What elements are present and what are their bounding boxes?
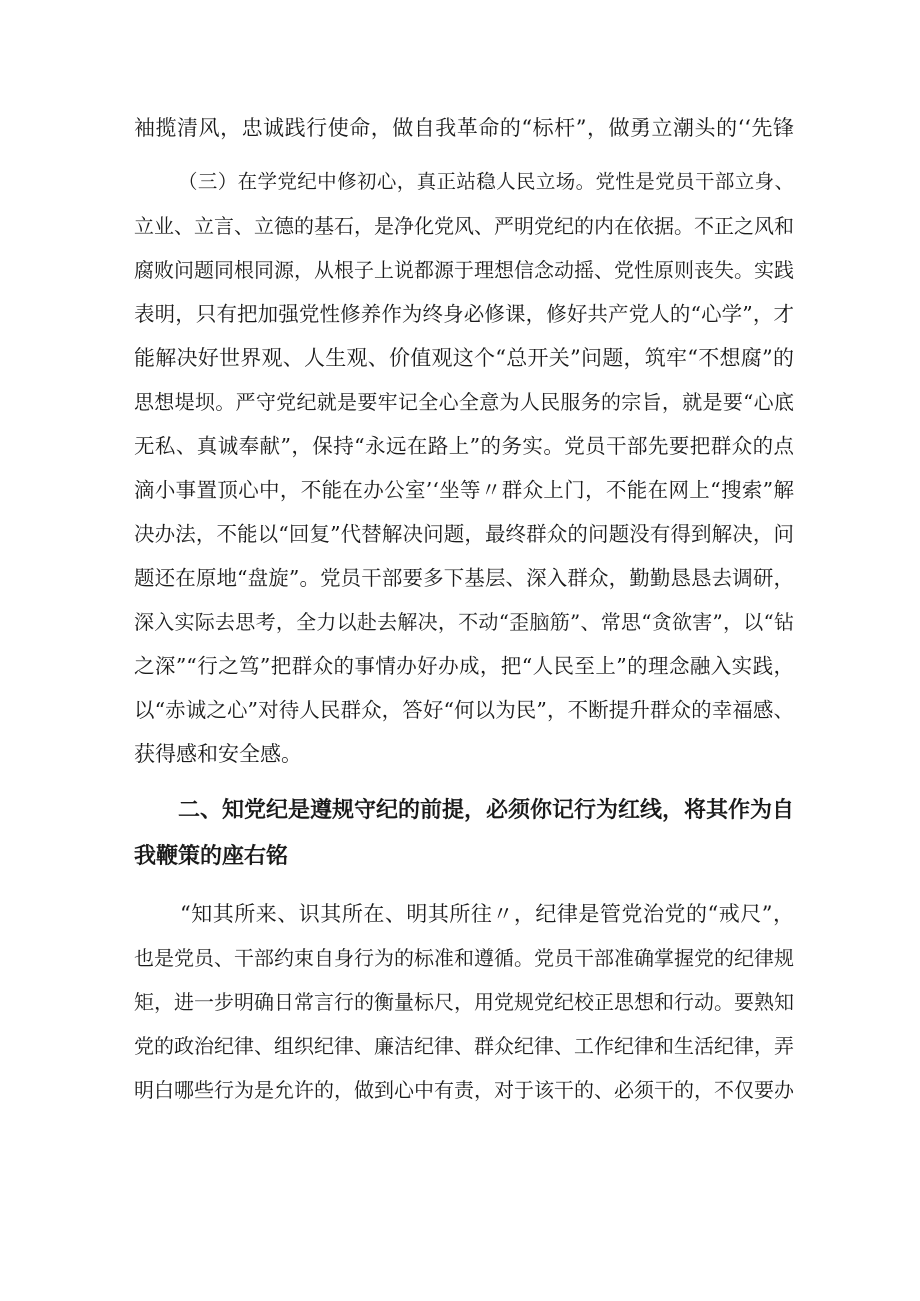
paragraph-line: 深入实际去思考，全力以赴去解决，不动“歪脑筋”、常思“贪欲害”，以“钻 <box>134 610 794 634</box>
paragraph-line: 滴小事置顶心中，不能在办公室’‘坐等〃群众上门，不能在网上“搜索”解 <box>134 478 794 502</box>
paragraph-line: 表明，只有把加强党性修养作为终身必修课，修好共产党人的“心学”，才 <box>134 302 794 326</box>
paragraph-line: 腐败问题同根同源，从根子上说都源于理想信念动摇、党性原则丧失。实践 <box>134 258 794 282</box>
paragraph-line: 立业、立言、立德的基石，是净化党风、严明党纪的内在依据。不正之风和 <box>134 214 794 238</box>
paragraph-line: 明白哪些行为是允许的，做到心中有责，对于该干的、必须干的，不仅要办 <box>134 1078 794 1102</box>
section-heading-line: 二、知党纪是遵规守纪的前提，必须你记行为红线，将其作为自 <box>178 798 795 823</box>
paragraph-line: 决办法，不能以“回复”代替解决问题，最终群众的问题没有得到解决，问 <box>134 522 794 546</box>
paragraph-line: 党的政治纪律、组织纪律、廉洁纪律、群众纪律、工作纪律和生活纪律，弄 <box>134 1034 794 1058</box>
paragraph-line: 之深”“行之笃”把群众的事情办好办成，把“人民至上”的理念融入实践， <box>134 654 794 678</box>
paragraph-line: 获得感和安全感。 <box>134 742 302 766</box>
section-heading-line: 我鞭策的座右铭 <box>134 844 289 869</box>
paragraph-line: 以“赤诚之心”对待人民群众，答好“何以为民”，不断提升群众的幸福感、 <box>134 698 794 722</box>
paragraph-line: 思想堤坝。严守党纪就是要牢记全心全意为人民服务的宗旨，就是要“心底 <box>134 390 794 414</box>
paragraph-line: 也是党员、干部约束自身行为的标准和遵循。党员干部准确掌握党的纪律规 <box>134 946 794 970</box>
paragraph-line: 袖揽清风，忠诚践行使命，做自我革命的“标杆”，做勇立潮头的‘‘先锋 <box>134 116 794 140</box>
paragraph-line: （三）在学党纪中修初心，真正站稳人民立场。党性是党员干部立身、 <box>178 170 794 193</box>
paragraph-line: 矩，进一步明确日常言行的衡量标尺，用党规党纪校正思想和行动。要熟知 <box>134 990 794 1014</box>
paragraph-line: 能解决好世界观、人生观、价值观这个“总开关”问题，筑牢“不想腐”的 <box>134 346 794 370</box>
paragraph-line: “知其所来、识其所在、明其所往〃，纪律是管党治党的“戒尺”， <box>180 902 794 926</box>
paragraph-line: 题还在原地“盘旋”。党员干部要多下基层、深入群众，勤勤恳恳去调研， <box>134 566 794 590</box>
paragraph-line: 无私、真诚奉献”，保持“永远在路上”的务实。党员干部先要把群众的点 <box>134 434 794 458</box>
